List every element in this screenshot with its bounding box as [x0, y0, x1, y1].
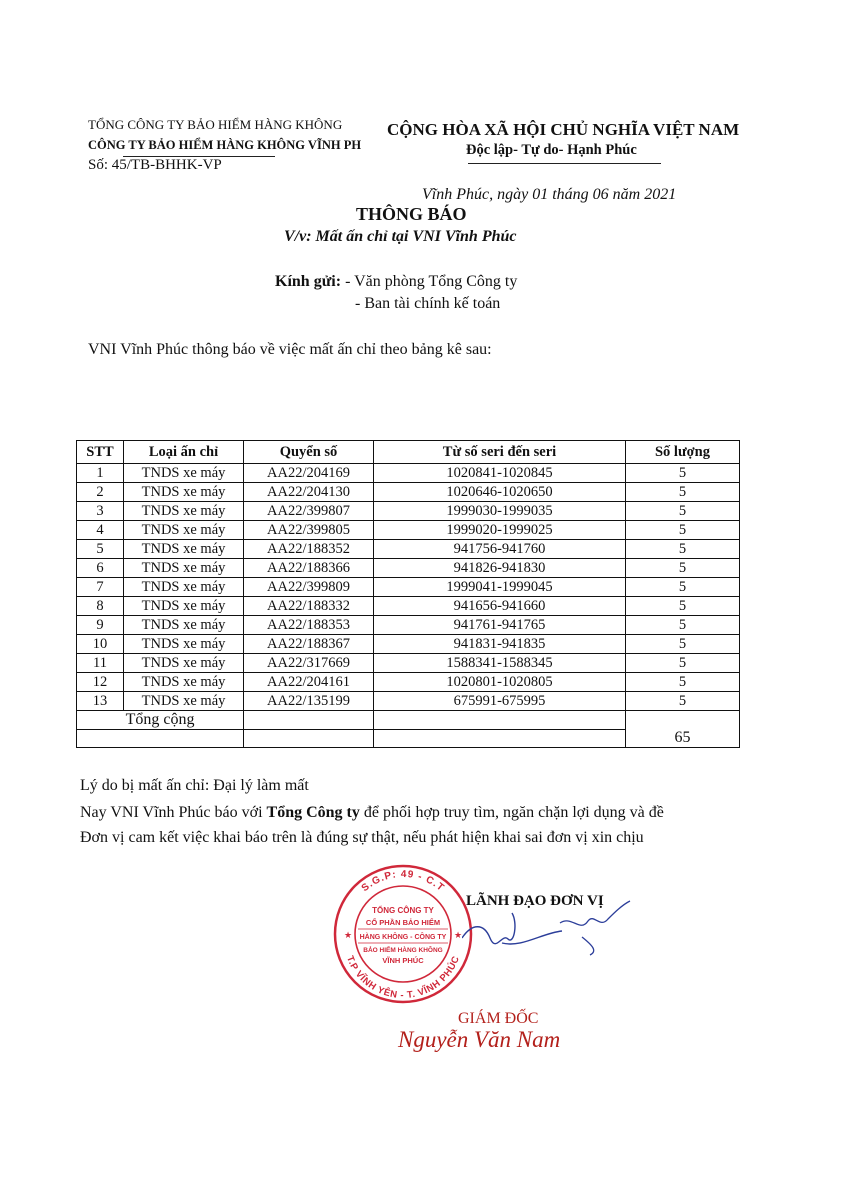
table-cell: 9 [77, 616, 124, 635]
table-cell: 5 [626, 483, 740, 502]
stamp-line: VĨNH PHÚC [382, 956, 424, 965]
stamp-line: TỔNG CÔNG TY [372, 906, 434, 915]
table-row [77, 635, 740, 654]
doc-title: THÔNG BÁO [356, 204, 467, 224]
stamp-line: HÀNG KHÔNG - CÔNG TY [359, 934, 447, 941]
table-cell [374, 730, 626, 748]
table-cell: TNDS xe máy [124, 521, 244, 540]
table-cell: AA22/204169 [244, 464, 374, 483]
table-cell: TNDS xe máy [124, 464, 244, 483]
table-cell [244, 730, 374, 748]
table-cell: AA22/188332 [244, 597, 374, 616]
table-header-row [77, 441, 740, 464]
col-header: Quyển số [244, 441, 374, 464]
table-cell: 5 [626, 502, 740, 521]
table-cell: 5 [626, 654, 740, 673]
table-cell: AA22/204130 [244, 483, 374, 502]
table-row [77, 616, 740, 635]
table-cell: 941756-941760 [374, 540, 626, 559]
table-cell: TNDS xe máy [124, 597, 244, 616]
table-cell: 8 [77, 597, 124, 616]
table-cell: 12 [77, 673, 124, 692]
table-cell: 1999041-1999045 [374, 578, 626, 597]
table-cell: TNDS xe máy [124, 692, 244, 711]
table-cell: 941761-941765 [374, 616, 626, 635]
table-cell: 11 [77, 654, 124, 673]
table-cell: 10 [77, 635, 124, 654]
table-cell: 5 [626, 673, 740, 692]
table-cell: AA22/399809 [244, 578, 374, 597]
table-cell: 5 [626, 635, 740, 654]
table-cell: TNDS xe máy [124, 540, 244, 559]
table-cell: 2 [77, 483, 124, 502]
recipient-line-1 [275, 273, 517, 291]
table-cell: 5 [626, 692, 740, 711]
star-icon: ★ [453, 930, 463, 940]
table-cell: 5 [626, 464, 740, 483]
table-cell: 13 [77, 692, 124, 711]
table-cell: 5 [626, 578, 740, 597]
table-cell: AA22/188352 [244, 540, 374, 559]
recipient-label: Kính gửi: [275, 273, 342, 290]
table-cell [77, 730, 244, 748]
stamp-ring-bottom: T.P VĨNH YÊN - T. VĨNH PHÚC [344, 954, 463, 1002]
table-total-row [77, 711, 740, 730]
table-cell: 1020801-1020805 [374, 673, 626, 692]
doc-subject: V/v: Mất ấn chỉ tại VNI Vĩnh Phúc [284, 228, 517, 245]
date-line: Vĩnh Phúc, ngày 01 tháng 06 năm 2021 [422, 186, 677, 203]
table-cell: AA22/188353 [244, 616, 374, 635]
table-cell [244, 711, 374, 730]
table-cell: AA22/188367 [244, 635, 374, 654]
table-row [77, 692, 740, 711]
table-row [77, 673, 740, 692]
table-cell: 1020841-1020845 [374, 464, 626, 483]
motto: Độc lập- Tự do- Hạnh Phúc [466, 142, 637, 158]
table-cell: TNDS xe máy [124, 635, 244, 654]
recipient-item: - Văn phòng Tổng Công ty [345, 273, 518, 290]
table-row [77, 559, 740, 578]
table-cell: 5 [626, 521, 740, 540]
stamp-line: CỔ PHẦN BẢO HIỂM [365, 918, 441, 927]
table-row [77, 654, 740, 673]
table-cell: 1999030-1999035 [374, 502, 626, 521]
table-cell: AA22/399807 [244, 502, 374, 521]
table-cell: 1 [77, 464, 124, 483]
stamp-line: BẢO HIỂM HÀNG KHÔNG [363, 947, 443, 954]
table-cell: 5 [77, 540, 124, 559]
table-cell: 1999020-1999025 [374, 521, 626, 540]
leader-title: LÃNH ĐẠO ĐƠN VỊ [466, 893, 604, 909]
table-cell: 1020646-1020650 [374, 483, 626, 502]
body-line-1 [80, 804, 664, 822]
signer-position: GIÁM ĐỐC [458, 1010, 539, 1027]
reason-text: Lý do bị mất ấn chỉ: Đại lý làm mất [80, 777, 309, 794]
table-row [77, 578, 740, 597]
official-stamp [332, 863, 474, 1005]
org-parent: TỔNG CÔNG TY BẢO HIỂM HÀNG KHÔNG [88, 117, 343, 132]
table-cell: TNDS xe máy [124, 654, 244, 673]
col-header: Từ số seri đến seri [374, 441, 626, 464]
intro-text: VNI Vĩnh Phúc thông báo về việc mất ấn chỉ theo bảng kê sau: [88, 341, 492, 358]
table-cell: 941826-941830 [374, 559, 626, 578]
table-row [77, 540, 740, 559]
doc-number: Số: 45/TB-BHHK-VP [88, 157, 222, 173]
table-cell: TNDS xe máy [124, 502, 244, 521]
table-cell: 5 [626, 559, 740, 578]
table-cell: 941831-941835 [374, 635, 626, 654]
table-row [77, 464, 740, 483]
table-cell: 675991-675995 [374, 692, 626, 711]
table-cell: AA22/188366 [244, 559, 374, 578]
table-row [77, 597, 740, 616]
table-cell: AA22/204161 [244, 673, 374, 692]
table-cell: AA22/135199 [244, 692, 374, 711]
nation-title: CỘNG HÒA XÃ HỘI CHỦ NGHĨA VIỆT NAM [387, 120, 740, 139]
recipient-item: - Ban tài chính kế toán [355, 295, 501, 312]
table-cell: 1588341-1588345 [374, 654, 626, 673]
table-cell: 7 [77, 578, 124, 597]
table-cell: TNDS xe máy [124, 616, 244, 635]
stamp-ring-top: S.G.P: 49 - C.T [359, 868, 447, 895]
table-cell: AA22/317669 [244, 654, 374, 673]
lost-forms-table [76, 440, 740, 748]
table-cell: 5 [626, 616, 740, 635]
table-cell: TNDS xe máy [124, 578, 244, 597]
signer-name: Nguyễn Văn Nam [398, 1027, 561, 1052]
motto-underline [468, 163, 661, 164]
table-row [77, 483, 740, 502]
col-header: Loại ấn chỉ [124, 441, 244, 464]
table-cell: 3 [77, 502, 124, 521]
total-value: 65 [626, 711, 740, 748]
table-cell: 941656-941660 [374, 597, 626, 616]
table-cell: TNDS xe máy [124, 559, 244, 578]
table-row [77, 521, 740, 540]
body-line-2: Đơn vị cam kết việc khai báo trên là đúng sự thật, nếu phát hiện khai sai đơn vị xin chịu [80, 829, 644, 846]
table-cell: TNDS xe máy [124, 673, 244, 692]
table-cell: 5 [626, 540, 740, 559]
col-header: STT [77, 441, 124, 464]
table-cell: TNDS xe máy [124, 483, 244, 502]
table-cell: 5 [626, 597, 740, 616]
body-line-1-pre: Nay VNI Vĩnh Phúc báo với [80, 804, 267, 821]
star-icon: ★ [343, 930, 353, 940]
body-line-1-post: để phối hợp truy tìm, ngăn chặn lợi dụng và đề [359, 804, 664, 821]
table-row [77, 502, 740, 521]
col-header: Số lượng [626, 441, 740, 464]
body-line-1-bold: Tổng Công ty [266, 804, 360, 821]
table-cell: 4 [77, 521, 124, 540]
table-cell [374, 711, 626, 730]
total-label: Tổng cộng [77, 711, 244, 730]
table-cell: 6 [77, 559, 124, 578]
org-unit: CÔNG TY BẢO HIỂM HÀNG KHÔNG VĨNH PH [88, 138, 362, 152]
table-cell: AA22/399805 [244, 521, 374, 540]
